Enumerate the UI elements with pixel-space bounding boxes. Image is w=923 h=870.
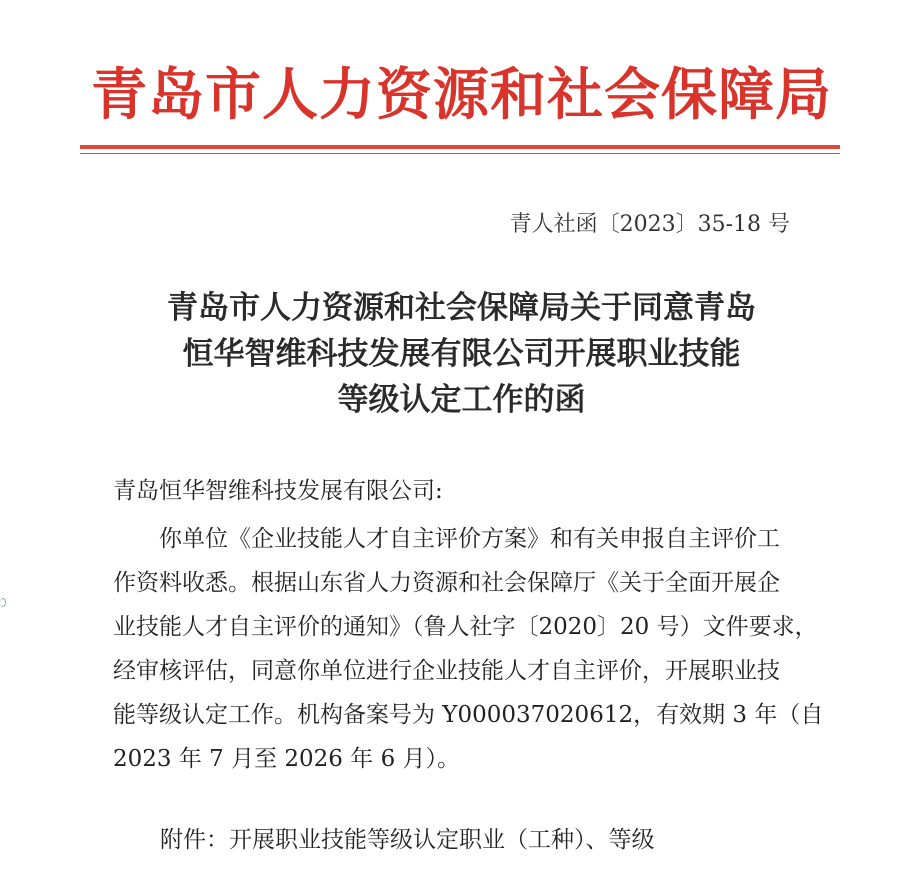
document-title-line: 等级认定工作的函 [337, 382, 586, 418]
body-paragraph [113, 517, 824, 781]
body-line: 2023 年 7 月至 2026 年 6 月）。 [113, 746, 461, 772]
attachment-line: 附件：开展职业技能等级认定职业（工种）、等级 [160, 827, 655, 853]
body-line: 业技能人才自主评价的通知》（鲁人社字〔2020〕20 号）文件要求， [113, 614, 818, 640]
letterhead-red-rule [80, 145, 840, 149]
document-number: 青人社函〔2023〕35-18 号 [509, 212, 790, 237]
document-title [0, 285, 923, 423]
recipient-salutation: 青岛恒华智维科技发展有限公司: [113, 478, 443, 504]
body-line: 作资料收悉。根据山东省人力资源和社会保障厅《关于全面开展企 [113, 570, 780, 596]
body-line: 能等级认定工作。机构备案号为 Y000037020612，有效期 3 年（自 [113, 702, 824, 728]
binding-hole-mark [0, 598, 6, 607]
body-line: 经审核评估，同意你单位进行企业技能人才自主评价，开展职业技 [113, 658, 780, 684]
letterhead-org-name: 青岛市人力资源和社会保障局 [91, 62, 832, 128]
body-line: 你单位《企业技能人才自主评价方案》和有关申报自主评价工 [113, 526, 780, 552]
letterhead-red-rule-thin [80, 153, 840, 154]
document-title-line: 恒华智维科技发展有限公司开展职业技能 [182, 336, 741, 372]
document-title-line: 青岛市人力资源和社会保障局关于同意青岛 [167, 290, 756, 326]
